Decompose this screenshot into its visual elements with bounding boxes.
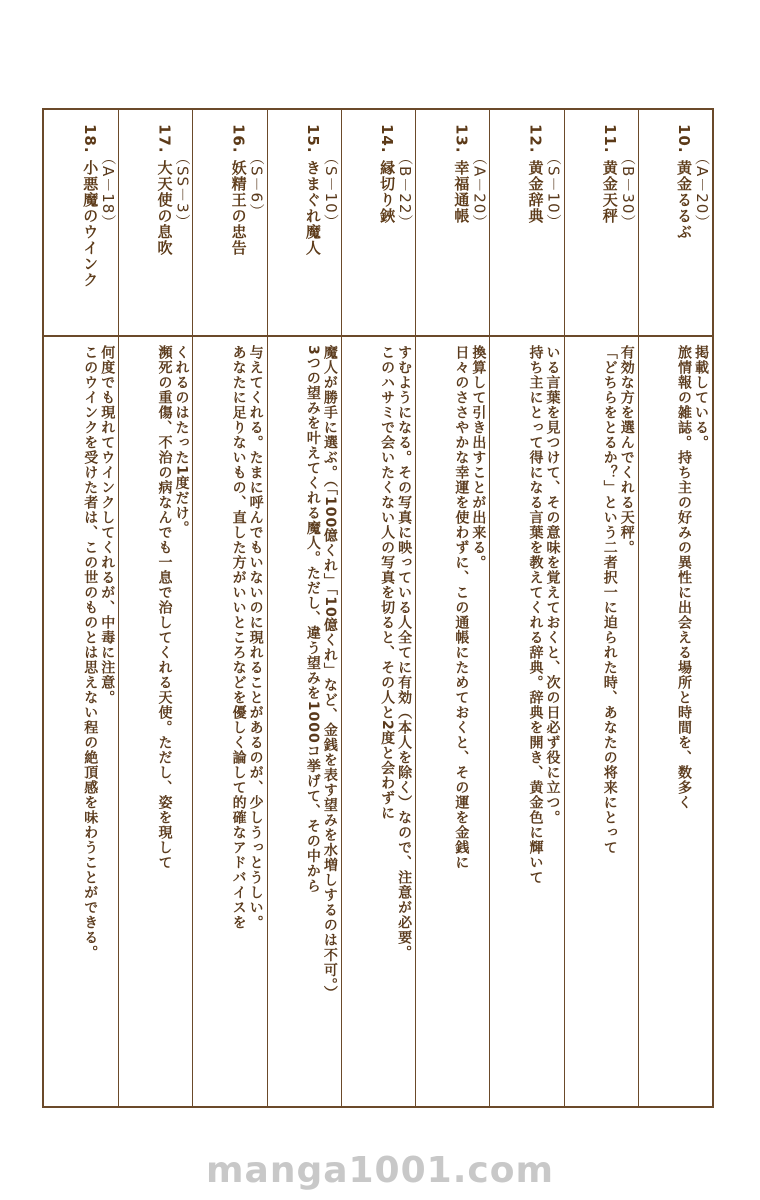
item-rank: （B－30） (618, 150, 637, 231)
item-name (230, 124, 247, 256)
item-name-cell (341, 110, 415, 335)
item-description-line: すむようになる。その写真に映っている人全てに有効（本人を除く）なので、注意が必要。 (396, 345, 413, 960)
item-description-cell (564, 337, 638, 1106)
item-name (527, 124, 544, 224)
item-title: 妖精王の忠告 (229, 153, 248, 256)
item-rank: （S－10） (321, 150, 340, 230)
item-title: 幸福通帳 (452, 153, 471, 224)
item-description-line: 換算して引き出すことが出来る。 (470, 345, 487, 570)
item-name (601, 124, 618, 224)
item-rank: （A－18） (99, 150, 118, 231)
item-name-cell (489, 110, 563, 335)
item-description-cell (341, 337, 415, 1106)
item-description-line: 魔人が勝手に選ぶ。（「100億くれ」「10億くれ」など、金銭を表す望みを水増しするのは不可。） (321, 345, 338, 1001)
item-number: 17. (155, 124, 174, 154)
item-name-cell (638, 110, 712, 335)
item-number: 15. (303, 124, 322, 154)
item-rank: （A－20） (692, 150, 711, 231)
item-description-line: このハサミで会いたくない人の写真を切ると、その人と2度と会わずに (379, 345, 396, 821)
item-rank: （SS－3） (173, 150, 192, 230)
item-number: 12. (526, 124, 545, 154)
item-name-cell (192, 110, 266, 335)
item-description-cell (415, 337, 489, 1106)
item-name (675, 124, 692, 240)
item-name-cell (267, 110, 341, 335)
item-number: 18. (81, 124, 100, 154)
item-description-line: 何度でも現れてウインクしてくれるが、中毒に注意。 (99, 345, 116, 705)
item-description-line: 旅情報の雑誌。持ち主の好みの異性に出会える場所と時間を、数多く (675, 345, 692, 810)
item-description-line: 「どちらをとるか？」という二者択一に迫られた時、あなたの将来にとって (601, 345, 618, 855)
item-description-cell (638, 337, 712, 1106)
site-watermark: manga1001.com (206, 1150, 554, 1191)
item-title: 縁切り鋏 (378, 153, 397, 224)
item-rank: （B－22） (396, 150, 415, 231)
item-number: 13. (452, 124, 471, 154)
item-description-line: いる言葉を見つけて、その意味を覚えておくと、次の日必ず役に立つ。 (544, 345, 561, 825)
item-description-cell (192, 337, 266, 1106)
item-rank: （S－6） (247, 150, 266, 220)
item-rank: （S－10） (544, 150, 563, 230)
item-number: 10. (674, 124, 693, 154)
item-list-table (42, 108, 714, 1108)
item-title: 黄金辞典 (526, 153, 545, 224)
item-name (378, 124, 395, 224)
item-title: 小悪魔のウインク (81, 153, 100, 288)
item-name-cell (415, 110, 489, 335)
item-title: 黄金天秤 (600, 153, 619, 224)
item-name (155, 124, 172, 256)
item-name-cell (118, 110, 192, 335)
item-name (81, 124, 98, 288)
item-description-cell (267, 337, 341, 1106)
item-title: 黄金るるぶ (674, 153, 693, 240)
item-description-line: 瀕死の重傷、不治の病なんでも一息で治してくれる天使。ただし、姿を現して (156, 345, 173, 870)
item-description-cell (44, 337, 118, 1106)
item-description-line: 持ち主にとって得になる言葉を教えてくれる辞典。辞典を開き、黄金色に輝いて (527, 345, 544, 885)
item-rank: （A－20） (470, 150, 489, 231)
item-name-cell (44, 110, 118, 335)
item-name (304, 124, 321, 256)
item-description-line: 与えてくれる。たまに呼んでもいないのに現れることがあるのが、少しうっとうしい。 (247, 345, 264, 930)
item-description-line: このウインクを受けた者は、この世のものとは思えない程の絶頂感を味わうことができる。 (82, 345, 99, 960)
item-description-line: あなたに足りないもの、直した方がいいところなどを優しく論して的確なアドバイスを (230, 345, 247, 930)
item-description-cell (118, 337, 192, 1106)
item-number: 14. (378, 124, 397, 154)
item-description-line: 掲載している。 (692, 345, 709, 450)
item-description-line: 日々のささやかな幸運を使わずに、この通帳にためておくと、その運を金銭に (453, 345, 470, 870)
item-description-line: 有効な方を選んでくれる天秤。 (618, 345, 635, 555)
item-number: 16. (229, 124, 248, 154)
item-number: 11. (600, 124, 619, 154)
item-description-line: 3つの望みを叶えてくれる魔人。ただし、違う望みを1000コ挙げて、その中から (304, 345, 321, 894)
item-description-line: くれるのはたった1度だけ。 (173, 345, 190, 536)
item-title: 大天使の息吹 (155, 153, 174, 256)
item-description-cell (489, 337, 563, 1106)
item-name (452, 124, 469, 224)
item-title: きまぐれ魔人 (303, 153, 322, 256)
item-name-cell (564, 110, 638, 335)
